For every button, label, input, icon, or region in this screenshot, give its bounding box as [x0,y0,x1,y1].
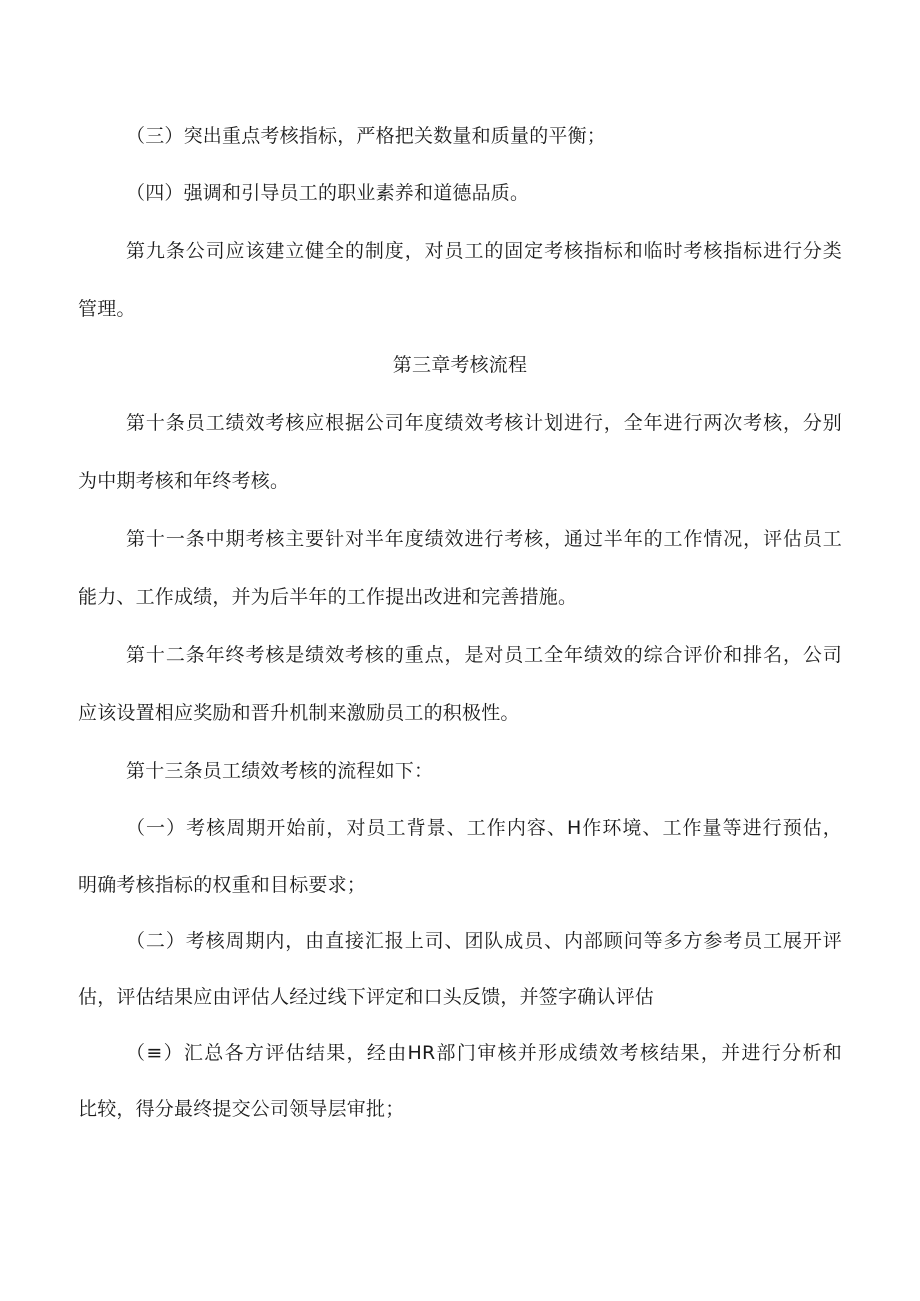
step-2-line-1: （二）考核周期内，由直接汇报上司、团队成员、内部顾问等多方参考员工展开评 [126,930,842,952]
chapter-3-title: 第三章考核流程 [392,354,528,376]
article-10-line-2: 为中期考核和年终考核。 [78,470,290,492]
item-3: （三）突出重点考核指标，严格把关数量和质量的平衡； [126,125,607,147]
step-3-line-1: （≡）汇总各方评估结果，经由HR部门审核并形成绩效考核结果，并进行分析和 [126,1042,842,1064]
article-9-line-2: 管理。 [78,298,136,320]
step-1-line-2: 明确考核指标的权重和目标要求； [78,874,367,896]
step-1-line-1: （一）考核周期开始前，对员工背景、工作内容、H作环境、工作量等进行预估， [126,817,842,839]
article-10-line-1: 第十条员工绩效考核应根据公司年度绩效考核计划进行，全年进行两次考核，分别 [126,412,842,434]
article-11-line-2: 能力、工作成绩，并为后半年的工作提出改进和完善措施。 [78,586,578,608]
article-12-line-1: 第十二条年终考核是绩效考核的重点，是对员工全年绩效的综合评价和排名，公司 [126,644,842,666]
step-3-line-2: 比较，得分最终提交公司领导层审批； [78,1098,405,1120]
step-2-line-2: 估，评估结果应由评估人经过线下评定和口头反馈，并签字确认评估 [78,986,655,1008]
article-9-line-1: 第九条公司应该建立健全的制度，对员工的固定考核指标和临时考核指标进行分类 [126,240,842,262]
article-11-line-1: 第十一条中期考核主要针对半年度绩效进行考核，通过半年的工作情况，评估员工 [126,528,842,550]
article-12-line-2: 应该设置相应奖励和晋升机制来激励员工的积极性。 [78,702,520,724]
article-13: 第十三条员工绩效考核的流程如下： [126,760,434,782]
item-4: （四）强调和引导员工的职业素养和道德品质。 [126,182,530,204]
